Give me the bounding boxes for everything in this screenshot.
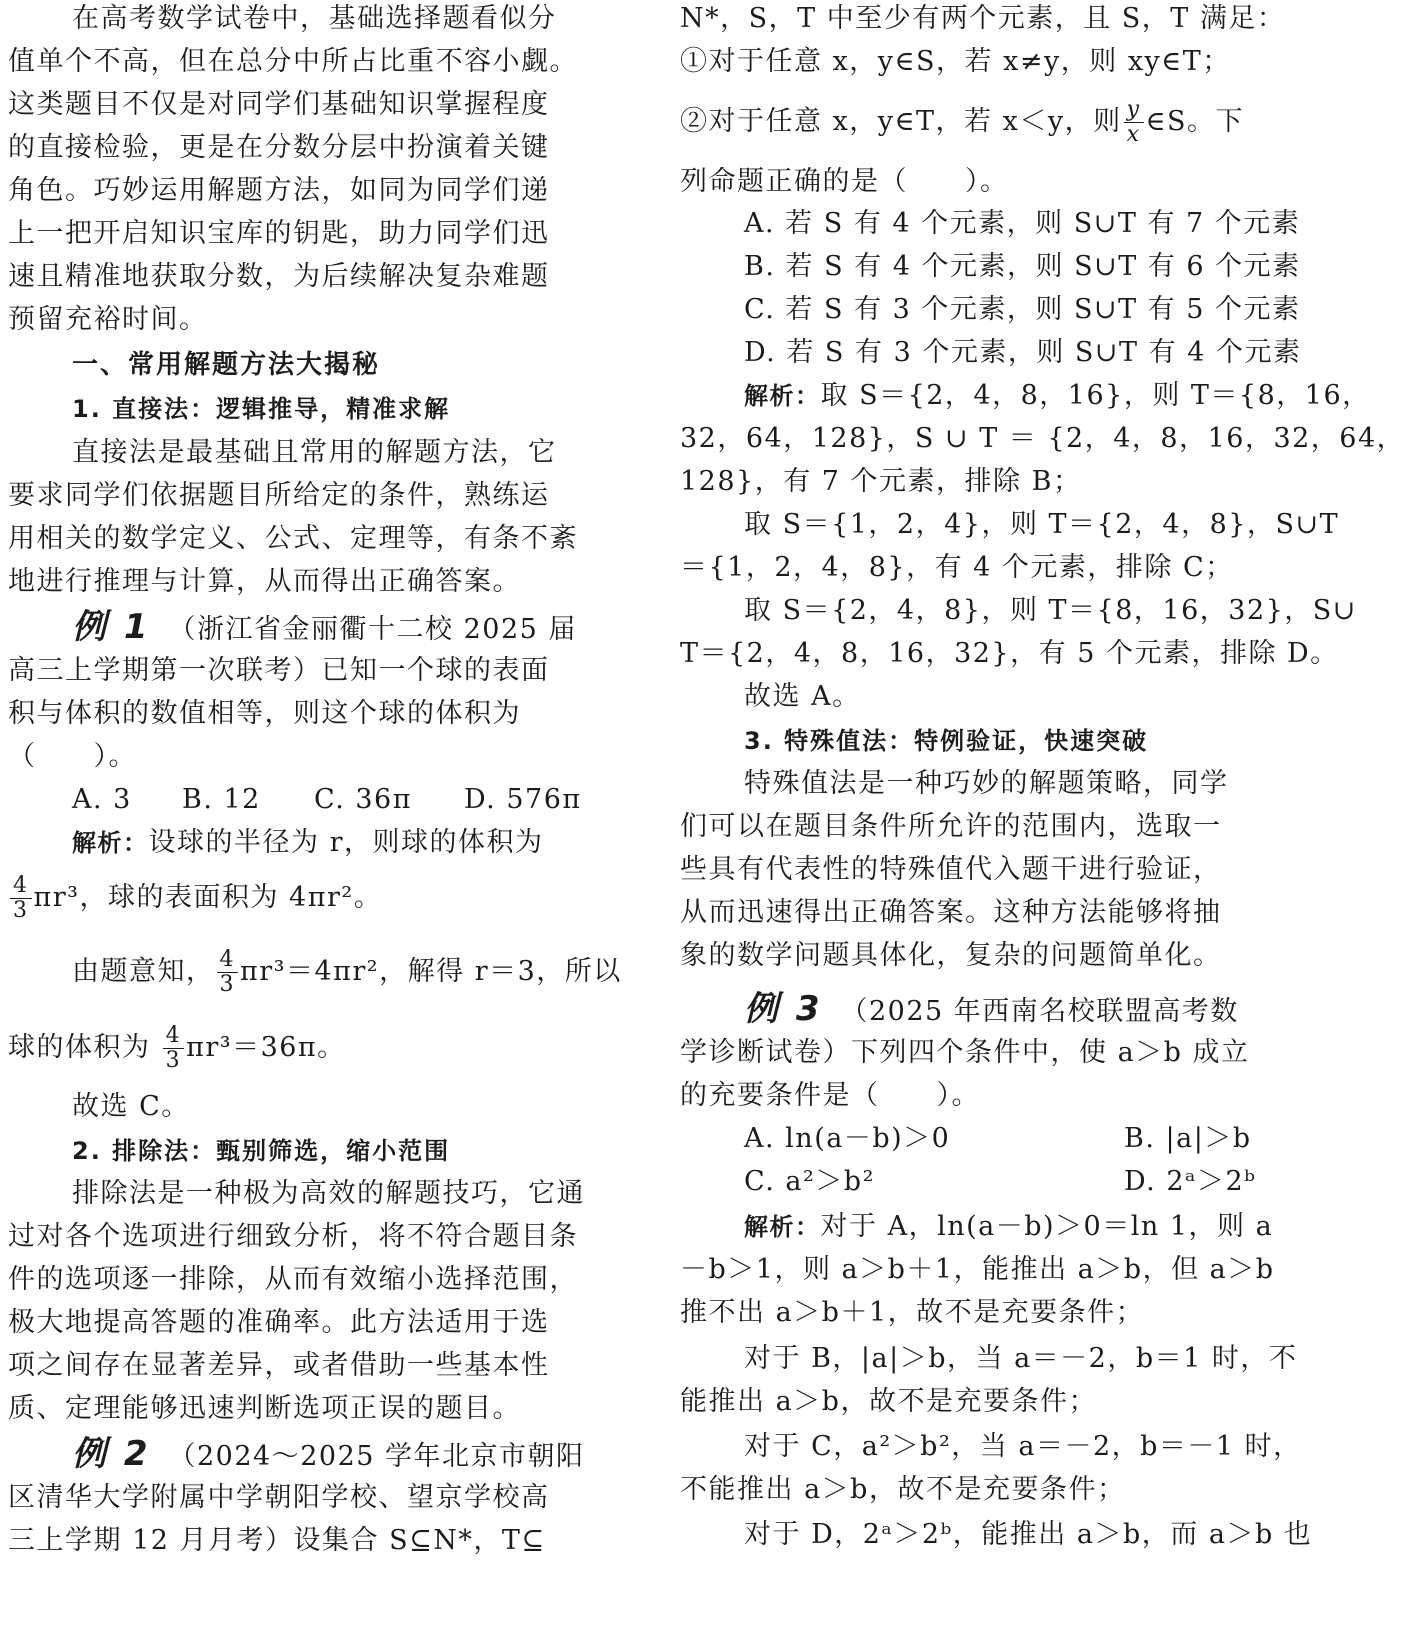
fraction-numerator: 4 bbox=[10, 874, 32, 899]
example2-source: （2024～2025 学年北京市朝阳 bbox=[168, 1441, 585, 1472]
method2-text: 件的选项逐一排除，从而有效缩小选择范围， bbox=[8, 1264, 578, 1295]
method2-text: 过对各个选项进行细致分析，将不符合题目条 bbox=[8, 1221, 578, 1252]
example1-line: 高三上学期第一次联考）已知一个球的表面 bbox=[8, 655, 550, 686]
example3-source: （2025 年西南名校联盟高考数 bbox=[840, 996, 1239, 1027]
method3-text: 从而迅速得出正确答案。这种方法能够将抽 bbox=[680, 897, 1222, 928]
solution-line: T＝{2，4，8，16，32}，有 5 个元素，排除 D。 bbox=[680, 638, 1339, 669]
example3-line: 学诊断试卷）下列四个条件中，使 a＞b 成立 bbox=[680, 1037, 1250, 1068]
example1-answer: 故选 C。 bbox=[72, 1091, 190, 1122]
example3-options-row bbox=[744, 1165, 1280, 1199]
method1-text: 地进行推理与计算，从而得出正确答案。 bbox=[8, 566, 521, 597]
right-column bbox=[680, 0, 1405, 1650]
solution-line: 取 S＝{1，2，4}，则 T＝{2，4，8}，S∪T bbox=[744, 509, 1340, 540]
intro-line: 速且精准地获取分数，为后续解决复杂难题 bbox=[8, 261, 550, 292]
method3-title: 3. 特殊值法：特例验证，快速突破 bbox=[744, 727, 1149, 755]
example3-label: 例 3 bbox=[744, 989, 823, 1029]
fraction bbox=[10, 874, 32, 923]
solution-line: 取 S＝{2，4，8}，则 T＝{8，16，32}，S∪ bbox=[744, 595, 1357, 626]
example1-options bbox=[72, 783, 608, 817]
method1-title: 1. 直接法：逻辑推导，精准求解 bbox=[72, 395, 451, 423]
solution-text: πr³＝4πr²，解得 r＝3，所以 bbox=[240, 956, 622, 987]
option-a: A. 3 bbox=[72, 784, 132, 815]
example3-header bbox=[744, 989, 1280, 1029]
condition-text: ∈S。下 bbox=[1145, 106, 1245, 137]
intro-line: 预留充裕时间。 bbox=[8, 304, 208, 335]
method3-text: 们可以在题目条件所允许的范围内，选取一 bbox=[680, 811, 1222, 842]
solution-line: 不能推出 a＞b，故不是充要条件； bbox=[680, 1474, 1126, 1505]
fraction-numerator: y bbox=[1124, 98, 1144, 123]
solution-text: 由题意知， bbox=[72, 956, 215, 987]
example2-line: N*，S，T 中至少有两个元素，且 S，T 满足： bbox=[680, 3, 1286, 34]
option-b: B. 若 S 有 4 个元素，则 S∪T 有 6 个元素 bbox=[744, 251, 1301, 282]
section-title: 一、常用解题方法大揭秘 bbox=[72, 350, 381, 380]
method1-text: 用相关的数学定义、公式、定理等，有条不紊 bbox=[8, 523, 578, 554]
example1-header bbox=[72, 607, 608, 647]
condition-text: ②对于任意 x，y∈T，若 x＜y，则 bbox=[680, 106, 1122, 137]
solution-text: 球的体积为 bbox=[8, 1032, 151, 1063]
solution-line bbox=[8, 868, 608, 928]
solution-line bbox=[72, 942, 622, 1002]
option-c: C. 36π bbox=[314, 784, 412, 815]
solution-text: πr³，球的表面积为 4πr²。 bbox=[33, 882, 383, 913]
option-a: A. ln(a－b)＞0 bbox=[744, 1123, 951, 1154]
solution-line: ＝{1，2，4，8}，有 4 个元素，排除 C； bbox=[680, 552, 1234, 583]
fraction-denominator: 3 bbox=[219, 972, 235, 997]
example2-line: 区清华大学附属中学朝阳学校、望京学校高 bbox=[8, 1482, 550, 1513]
solution-line: 推不出 a＞b＋1，故不是充要条件； bbox=[680, 1297, 1145, 1328]
solution-line: 对于 B，|a|＞b，当 a＝－2，b＝1 时，不 bbox=[744, 1343, 1298, 1374]
method2-text: 项之间存在显著差异，或者借助一些基本性 bbox=[8, 1350, 550, 1381]
solution-line: 对于 D，2ᵃ＞2ᵇ，能推出 a＞b，而 a＞b 也 bbox=[744, 1519, 1313, 1550]
example2-line: ①对于任意 x，y∈S，若 x≠y，则 xy∈T； bbox=[680, 46, 1231, 77]
method2-text: 极大地提高答题的准确率。此方法适用于选 bbox=[8, 1307, 550, 1338]
example1-line: 积与体积的数值相等，则这个球的体积为 bbox=[8, 698, 521, 729]
method2-title: 2. 排除法：甄别筛选，缩小范围 bbox=[72, 1137, 451, 1165]
fraction-denominator: x bbox=[1126, 122, 1141, 147]
option-c: C. 若 S 有 3 个元素，则 S∪T 有 5 个元素 bbox=[744, 294, 1301, 325]
example3-line: 的充要条件是（ ）。 bbox=[680, 1080, 980, 1111]
solution-line bbox=[8, 1018, 608, 1078]
method1-text: 直接法是最基础且常用的解题方法，它 bbox=[72, 437, 557, 468]
solution-line: 32，64，128}，S ∪ T ＝ {2，4，8，16，32，64， bbox=[680, 423, 1405, 454]
solution-text: 设球的半径为 r，则球的体积为 bbox=[148, 827, 544, 858]
solution-line: 对于 C，a²＞b²，当 a＝－2，b＝－1 时， bbox=[744, 1431, 1302, 1462]
intro-line: 的直接检验，更是在分数分层中扮演着关键 bbox=[8, 132, 550, 163]
intro-line: 上一把开启知识宝库的钥匙，助力同学们迅 bbox=[8, 218, 550, 249]
example2-line: 列命题正确的是（ ）。 bbox=[680, 166, 1009, 197]
method1-text: 要求同学们依据题目所给定的条件，熟练运 bbox=[8, 480, 550, 511]
example2-label: 例 2 bbox=[72, 1434, 151, 1474]
solution-line: －b＞1，则 a＞b＋1，能推出 a＞b，但 a＞b bbox=[680, 1254, 1275, 1285]
intro-line: 值单个不高，但在总分中所占比重不容小觑。 bbox=[8, 46, 578, 77]
example1-label: 例 1 bbox=[72, 607, 151, 647]
fraction-numerator: 4 bbox=[163, 1024, 185, 1049]
left-column bbox=[8, 0, 622, 1650]
option-d: D. 若 S 有 3 个元素，则 S∪T 有 4 个元素 bbox=[744, 337, 1302, 368]
method2-text: 质、定理能够迅速判断选项正误的题目。 bbox=[8, 1393, 521, 1424]
method2-text: 排除法是一种极为高效的解题技巧，它通 bbox=[72, 1178, 585, 1209]
method3-text: 些具有代表性的特殊值代入题干进行验证， bbox=[680, 854, 1222, 885]
method3-text: 象的数学问题具体化，复杂的问题简单化。 bbox=[680, 940, 1222, 971]
intro-line: 这类题目不仅是对同学们基础知识掌握程度 bbox=[8, 89, 550, 120]
option-c: C. a²＞b² bbox=[744, 1166, 875, 1197]
example2-line: 三上学期 12 月月考）设集合 S⊆N*，T⊆ bbox=[8, 1525, 546, 1556]
solution-label: 解析： bbox=[72, 829, 149, 857]
example2-answer: 故选 A。 bbox=[744, 681, 861, 712]
example2-header bbox=[72, 1434, 608, 1474]
option-b: B. |a|＞b bbox=[1124, 1123, 1252, 1154]
solution-label: 解析： bbox=[744, 382, 821, 410]
fraction bbox=[1124, 98, 1144, 147]
solution-text: πr³＝36π。 bbox=[186, 1032, 346, 1063]
solution-line: 128}，有 7 个元素，排除 B； bbox=[680, 466, 1082, 497]
method3-text: 特殊值法是一种巧妙的解题策略，同学 bbox=[744, 768, 1229, 799]
solution-line: 能推出 a＞b，故不是充要条件； bbox=[680, 1386, 1097, 1417]
fraction bbox=[217, 948, 239, 997]
fraction-denominator: 3 bbox=[13, 898, 29, 923]
option-a: A. 若 S 有 4 个元素，则 S∪T 有 7 个元素 bbox=[744, 208, 1301, 239]
example3-solution bbox=[744, 1210, 1280, 1244]
example1-source: （浙江省金丽衢十二校 2025 届 bbox=[168, 614, 577, 645]
option-d: D. 2ᵃ＞2ᵇ bbox=[1124, 1166, 1257, 1197]
intro-line: 角色。巧妙运用解题方法，如同为同学们递 bbox=[8, 175, 550, 206]
fraction bbox=[163, 1024, 185, 1073]
option-b: B. 12 bbox=[182, 784, 261, 815]
intro-line: 在高考数学试卷中，基础选择题看似分 bbox=[72, 3, 557, 34]
fraction-denominator: 3 bbox=[165, 1048, 182, 1073]
example2-solution bbox=[744, 379, 1371, 413]
example1-solution bbox=[72, 826, 608, 860]
solution-text: 取 S＝{2，4，8，16}，则 T＝{8，16， bbox=[820, 380, 1371, 411]
example1-line: （ ）。 bbox=[8, 741, 137, 772]
option-d: D. 576π bbox=[464, 784, 582, 815]
solution-label: 解析： bbox=[744, 1213, 821, 1241]
solution-text: 对于 A，ln(a－b)＞0＝ln 1，则 a bbox=[820, 1211, 1274, 1242]
fraction-numerator: 4 bbox=[217, 948, 239, 973]
example3-options-row bbox=[744, 1122, 1280, 1156]
example2-line bbox=[680, 92, 1280, 152]
